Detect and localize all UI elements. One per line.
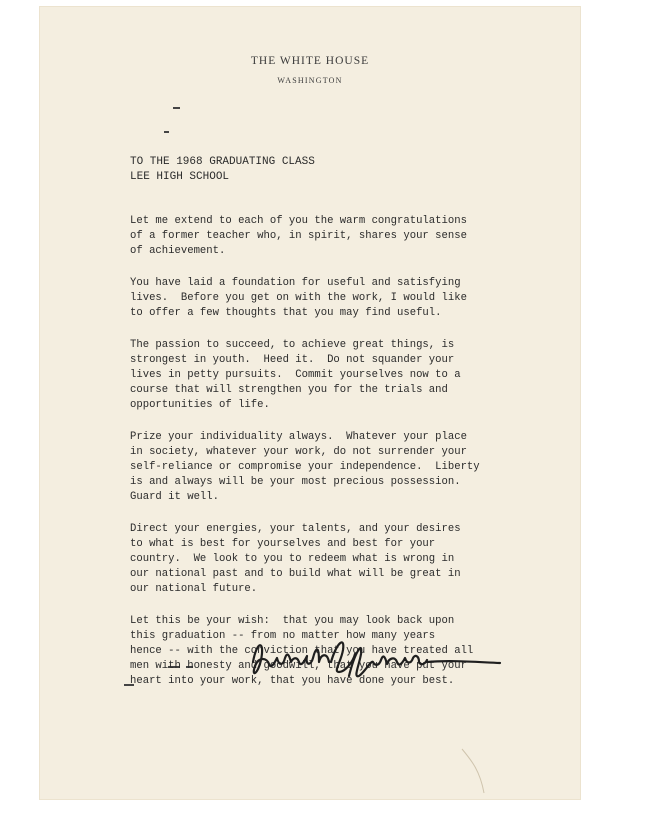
paper-mark	[173, 107, 180, 109]
paper-crease	[460, 747, 490, 797]
paragraph: Let this be your wish: that you may look back upon this graduation -- from no matter how many years hence -- with the conviction that you have treated all men with honesty and goodwill, that you have put your heart into your work, that you have done your best.	[130, 615, 474, 687]
paper-mark	[164, 131, 169, 133]
recipient-line-1: TO THE 1968 GRADUATING CLASS	[130, 156, 315, 168]
letter-page	[40, 7, 580, 799]
recipient-address	[130, 155, 315, 185]
letterhead-title: THE WHITE HOUSE	[250, 55, 370, 67]
letterhead-subtitle: WASHINGTON	[277, 76, 343, 85]
paragraph: Prize your individuality always. Whatever your place in society, whatever your work, do not surrender your self-reliance or compromise your independence. Liberty is and always will be your most precious possession. Guard it well.	[130, 431, 480, 503]
paragraph: The passion to succeed, to achieve great things, is strongest in youth. Heed it. Do not squander your lives in petty pursuits. Commit yourselves now to a course that will strengthen you for the trials and opportunities of life.	[130, 339, 461, 411]
paragraph: Let me extend to each of you the warm congratulations of a former teacher who, in spirit, shares your sense of achievement.	[130, 215, 467, 257]
paragraph: You have laid a foundation for useful and satisfying lives. Before you get on with the work, I would like to offer a few thoughts that you may find useful.	[130, 277, 467, 319]
recipient-line-2: LEE HIGH SCHOOL	[130, 171, 230, 183]
paragraph: Direct your energies, your talents, and your desires to what is best for yourselves and best for your country. We look to you to redeem what is wrong in our national past and to build what will be great in our national future.	[130, 523, 461, 595]
signature	[245, 632, 505, 692]
